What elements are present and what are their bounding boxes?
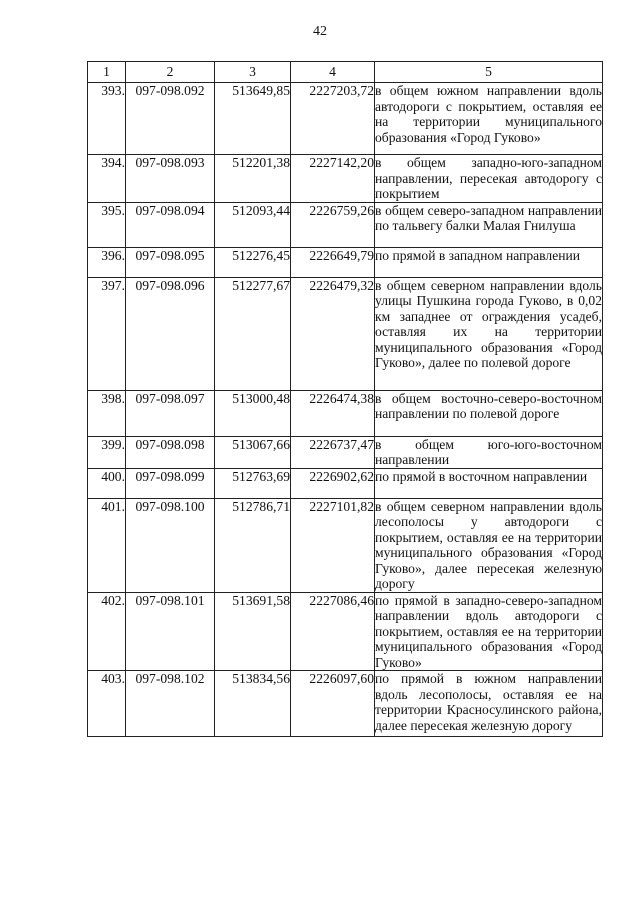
page-number: 42 (313, 24, 327, 39)
segment-code: 097-098.097 (126, 390, 215, 436)
segment-code: 097-098.099 (126, 468, 215, 498)
x-coordinate: 512201,38 (215, 155, 291, 203)
row-number: 401. (88, 498, 126, 592)
x-coordinate: 513000,48 (215, 390, 291, 436)
table-row (88, 390, 603, 436)
row-number: 403. (88, 671, 126, 737)
table-row (88, 155, 603, 203)
table-row (88, 436, 603, 468)
row-number: 399. (88, 436, 126, 468)
row-number: 402. (88, 592, 126, 671)
row-number: 400. (88, 468, 126, 498)
table-row (88, 83, 603, 155)
row-number: 393. (88, 83, 126, 155)
table-row (88, 247, 603, 277)
y-coordinate: 2226097,60 (291, 671, 375, 737)
segment-code: 097-098.102 (126, 671, 215, 737)
table-header-row (88, 62, 603, 83)
x-coordinate: 513691,58 (215, 592, 291, 671)
row-number: 397. (88, 277, 126, 390)
row-number: 394. (88, 155, 126, 203)
y-coordinate: 2226759,26 (291, 202, 375, 247)
column-header: 3 (215, 62, 291, 83)
segment-code: 097-098.095 (126, 247, 215, 277)
y-coordinate: 2226902,62 (291, 468, 375, 498)
x-coordinate: 512277,67 (215, 277, 291, 390)
table-row (88, 468, 603, 498)
table-row (88, 277, 603, 390)
y-coordinate: 2227142,20 (291, 155, 375, 203)
segment-code: 097-098.098 (126, 436, 215, 468)
table-row (88, 592, 603, 671)
boundary-description: в общем северо-западном направлении по тальвегу балки Малая Гнилуша (375, 202, 603, 247)
y-coordinate: 2226479,32 (291, 277, 375, 390)
x-coordinate: 513649,85 (215, 83, 291, 155)
boundary-description: по прямой в западном направлении (375, 247, 603, 277)
x-coordinate: 512276,45 (215, 247, 291, 277)
segment-code: 097-098.093 (126, 155, 215, 203)
boundary-description: в общем северном направлении вдоль лесополосы у автодороги с покрытием, оставляя ее на территории муниципального образования «Город Гуково», далее пересекая железную дорогу (375, 498, 602, 591)
boundary-description: по прямой в западно-северо-западном направлении вдоль автодороги с покрытием, оставляя ее на территории муниципального образования «Город Гуково» (375, 592, 602, 670)
boundary-description: в общем южном направлении вдоль автодороги с покрытием, оставляя ее на территории муниципального образования «Город Гуково» (375, 83, 603, 155)
y-coordinate: 2226649,79 (291, 247, 375, 277)
segment-code: 097-098.092 (126, 83, 215, 155)
segment-code: 097-098.100 (126, 498, 215, 592)
column-header: 4 (291, 62, 375, 83)
x-coordinate: 513834,56 (215, 671, 291, 737)
x-coordinate: 512786,71 (215, 498, 291, 592)
boundary-description: по прямой в восточном направлении (375, 468, 603, 498)
column-header: 2 (126, 62, 215, 83)
boundary-description: в общем юго-юго-восточном направлении (375, 436, 602, 467)
y-coordinate: 2226737,47 (291, 436, 375, 468)
boundary-description: в общем западно-юго-западном направлении, пересекая автодорогу с покрытием (375, 155, 602, 201)
row-number: 396. (88, 247, 126, 277)
table-row (88, 671, 603, 737)
y-coordinate: 2227101,82 (291, 498, 375, 592)
segment-code: 097-098.101 (126, 592, 215, 671)
column-header: 1 (88, 62, 126, 83)
boundary-description: в общем северном направлении вдоль улицы Пушкина города Гуково, в 0,02 км западнее от ограждения усадеб, оставляя их на территории муниципального образования «Город Гуково», далее по полевой дороге (375, 277, 603, 390)
x-coordinate: 512093,44 (215, 202, 291, 247)
segment-code: 097-098.096 (126, 277, 215, 390)
boundary-description: по прямой в южном направлении вдоль лесополосы, оставляя ее на территории Красносулинского района, далее пересекая железную дорогу (375, 671, 603, 737)
boundary-description-table (87, 61, 603, 737)
column-header: 5 (375, 62, 603, 83)
segment-code: 097-098.094 (126, 202, 215, 247)
y-coordinate: 2227203,72 (291, 83, 375, 155)
x-coordinate: 513067,66 (215, 436, 291, 468)
table-row (88, 202, 603, 247)
y-coordinate: 2226474,38 (291, 390, 375, 436)
table-row (88, 498, 603, 592)
y-coordinate: 2227086,46 (291, 592, 375, 671)
row-number: 395. (88, 202, 126, 247)
boundary-description: в общем восточно-северо-восточном направлении по полевой дороге (375, 390, 603, 436)
x-coordinate: 512763,69 (215, 468, 291, 498)
row-number: 398. (88, 390, 126, 436)
